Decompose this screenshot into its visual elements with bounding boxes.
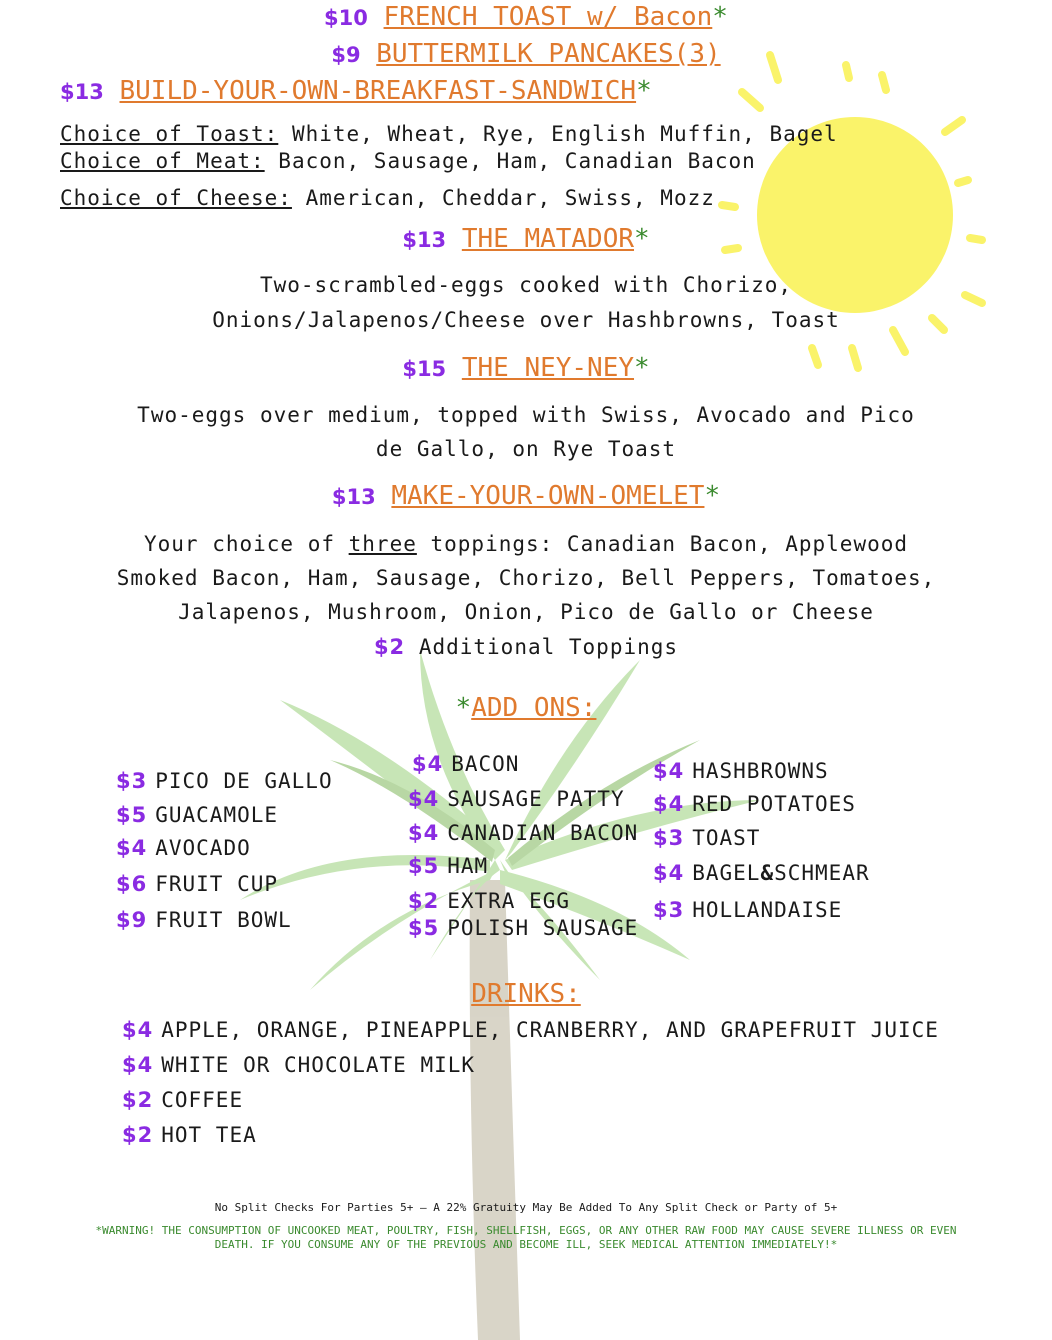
- item-price: $2: [122, 1088, 154, 1112]
- star-marker: *: [636, 76, 652, 106]
- item-name: HASHBROWNS: [692, 759, 829, 783]
- drink-item: [122, 1123, 257, 1147]
- item-price: $5: [408, 916, 440, 940]
- item-name: PICO DE GALLO: [155, 769, 333, 793]
- item-name: SCHMEAR: [774, 861, 870, 885]
- ney-ney-description-line-2: de Gallo, on Rye Toast: [375, 437, 677, 461]
- menu-item-ney-ney: [0, 353, 1052, 383]
- menu-item-french-toast: [0, 2, 1052, 32]
- item-name: FRUIT CUP: [155, 872, 279, 896]
- addon-item: [412, 752, 519, 776]
- addon-item: [408, 821, 638, 845]
- addon-item: [653, 898, 842, 922]
- addon-item: [408, 916, 638, 940]
- item-name: WHITE OR CHOCOLATE MILK: [161, 1053, 476, 1077]
- drink-item: [122, 1088, 243, 1112]
- addon-item: [653, 861, 870, 885]
- item-name: GUACAMOLE: [155, 803, 279, 827]
- item-name: HAM: [447, 854, 489, 878]
- item-price: $4: [653, 861, 685, 885]
- item-price: $13: [60, 80, 104, 104]
- choice-value: American, Cheddar, Swiss, Mozz: [291, 186, 715, 210]
- desc-emphasis: three: [348, 532, 417, 556]
- menu-item-omelet: [0, 481, 1052, 511]
- omelet-additional-toppings: [0, 635, 1052, 659]
- item-price: $3: [116, 769, 148, 793]
- addon-item: [653, 759, 829, 783]
- star-marker: *: [634, 224, 650, 254]
- item-name: APPLE, ORANGE, PINEAPPLE, CRANBERRY, AND GRAPEFRUIT JUICE: [161, 1018, 939, 1042]
- add-ons-heading: [0, 693, 1052, 723]
- drinks-heading: [0, 979, 1052, 1009]
- ampersand: &: [760, 861, 775, 885]
- item-name: BUTTERMILK PANCAKES(3): [376, 39, 721, 69]
- menu-item-matador: [0, 224, 1052, 254]
- item-price: $15: [402, 357, 447, 381]
- item-name: BACON: [451, 752, 520, 776]
- item-price: $13: [402, 228, 447, 252]
- addon-item: [408, 854, 488, 878]
- item-name: POLISH SAUSAGE: [447, 916, 639, 940]
- addon-item: [653, 792, 856, 816]
- sandwich-cheese-choice: [60, 186, 715, 210]
- item-name: HOT TEA: [161, 1123, 257, 1147]
- desc-text: Your choice of: [143, 532, 349, 556]
- addon-item: [116, 908, 292, 932]
- omelet-description-line-3: Jalapenos, Mushroom, Onion, Pico de Gallo or Cheese: [178, 600, 874, 624]
- omelet-description-line-2: Smoked Bacon, Ham, Sausage, Chorizo, Bell Peppers, Tomatoes,: [116, 566, 936, 590]
- addon-item: [116, 872, 278, 896]
- addon-item: [116, 769, 333, 793]
- item-price: $4: [408, 821, 440, 845]
- star-marker: *: [634, 353, 650, 383]
- item-name: AVOCADO: [155, 836, 251, 860]
- item-price: $9: [331, 43, 361, 67]
- item-price: $4: [116, 836, 148, 860]
- raw-food-warning-line-2: DEATH. IF YOU CONSUME ANY OF THE PREVIOUS AND BECOME ILL, SEEK MEDICAL ATTENTION IMMEDIATELY!*: [214, 1238, 838, 1251]
- star-marker: *: [455, 693, 472, 723]
- item-price: $5: [408, 854, 440, 878]
- item-price: $13: [331, 485, 376, 509]
- section-title: DRINKS:: [471, 979, 581, 1009]
- addon-item: [653, 826, 760, 850]
- matador-description-line-2: Onions/Jalapenos/Cheese over Hashbrowns, Toast: [212, 308, 840, 332]
- item-price: $4: [653, 792, 685, 816]
- section-title: ADD ONS:: [471, 693, 597, 723]
- choice-label: Choice of Meat:: [60, 149, 265, 173]
- choice-label: Choice of Cheese:: [60, 186, 292, 210]
- item-price: $4: [122, 1053, 154, 1077]
- addon-item: [408, 889, 570, 913]
- addon-item: [116, 803, 278, 827]
- item-name: RED POTATOES: [692, 792, 856, 816]
- item-price: $4: [412, 752, 444, 776]
- item-name: THE MATADOR: [461, 224, 635, 254]
- item-price: $4: [122, 1018, 154, 1042]
- item-price: $4: [653, 759, 685, 783]
- sandwich-toast-choice: [60, 122, 838, 146]
- star-marker: *: [704, 481, 721, 511]
- choice-value: Bacon, Sausage, Ham, Canadian Bacon: [264, 149, 756, 173]
- item-name: BUILD-YOUR-OWN-BREAKFAST-SANDWICH: [119, 76, 637, 106]
- omelet-description-line-1: [0, 532, 1052, 556]
- addon-item: [408, 787, 625, 811]
- sandwich-meat-choice: [60, 149, 756, 173]
- item-name: EXTRA EGG: [447, 889, 571, 913]
- item-price: $9: [116, 908, 148, 932]
- addon-item: [116, 836, 251, 860]
- drink-item: [122, 1053, 475, 1077]
- item-name: FRENCH TOAST w/ Bacon: [383, 2, 713, 32]
- item-price: $2: [408, 889, 440, 913]
- item-name: THE NEY-NEY: [461, 353, 635, 383]
- item-name: HOLLANDAISE: [692, 898, 843, 922]
- extra-label: Additional Toppings: [405, 635, 679, 659]
- ney-ney-description-line-1: Two-eggs over medium, topped with Swiss, Avocado and Pico: [137, 403, 915, 427]
- item-name: CANADIAN BACON: [447, 821, 639, 845]
- item-name: SAUSAGE PATTY: [447, 787, 625, 811]
- item-name: COFFEE: [161, 1088, 244, 1112]
- matador-description-line-1: Two-scrambled-eggs cooked with Chorizo,: [259, 273, 793, 297]
- split-check-policy: No Split Checks For Parties 5+ – A 22% Gratuity May Be Added To Any Split Check or Party of 5+: [214, 1201, 838, 1214]
- desc-text: toppings: Canadian Bacon, Applewood: [416, 532, 909, 556]
- item-price: $2: [373, 635, 406, 659]
- choice-label: Choice of Toast:: [60, 122, 279, 146]
- item-price: $3: [653, 826, 685, 850]
- item-price: $10: [324, 6, 368, 30]
- menu-item-breakfast-sandwich: [60, 76, 652, 106]
- item-price: $6: [116, 872, 148, 896]
- item-name: FRUIT BOWL: [155, 908, 292, 932]
- drink-item: [122, 1018, 939, 1042]
- item-price: $2: [122, 1123, 154, 1147]
- item-name: MAKE-YOUR-OWN-OMELET: [391, 481, 705, 511]
- item-name: BAGEL: [692, 861, 761, 885]
- menu-item-pancakes: [0, 39, 1052, 69]
- item-price: $5: [116, 803, 148, 827]
- item-price: $3: [653, 898, 685, 922]
- choice-value: White, Wheat, Rye, English Muffin, Bagel: [278, 122, 838, 146]
- item-name: TOAST: [692, 826, 761, 850]
- star-marker: *: [712, 2, 728, 32]
- item-price: $4: [408, 787, 440, 811]
- raw-food-warning-line-1: *WARNING! THE CONSUMPTION OF UNCOOKED MEAT, POULTRY, FISH, SHELLFISH, EGGS, OR ANY OTHER RAW FOOD MAY CAUSE SEVERE ILLNESS OR EVEN: [95, 1224, 957, 1237]
